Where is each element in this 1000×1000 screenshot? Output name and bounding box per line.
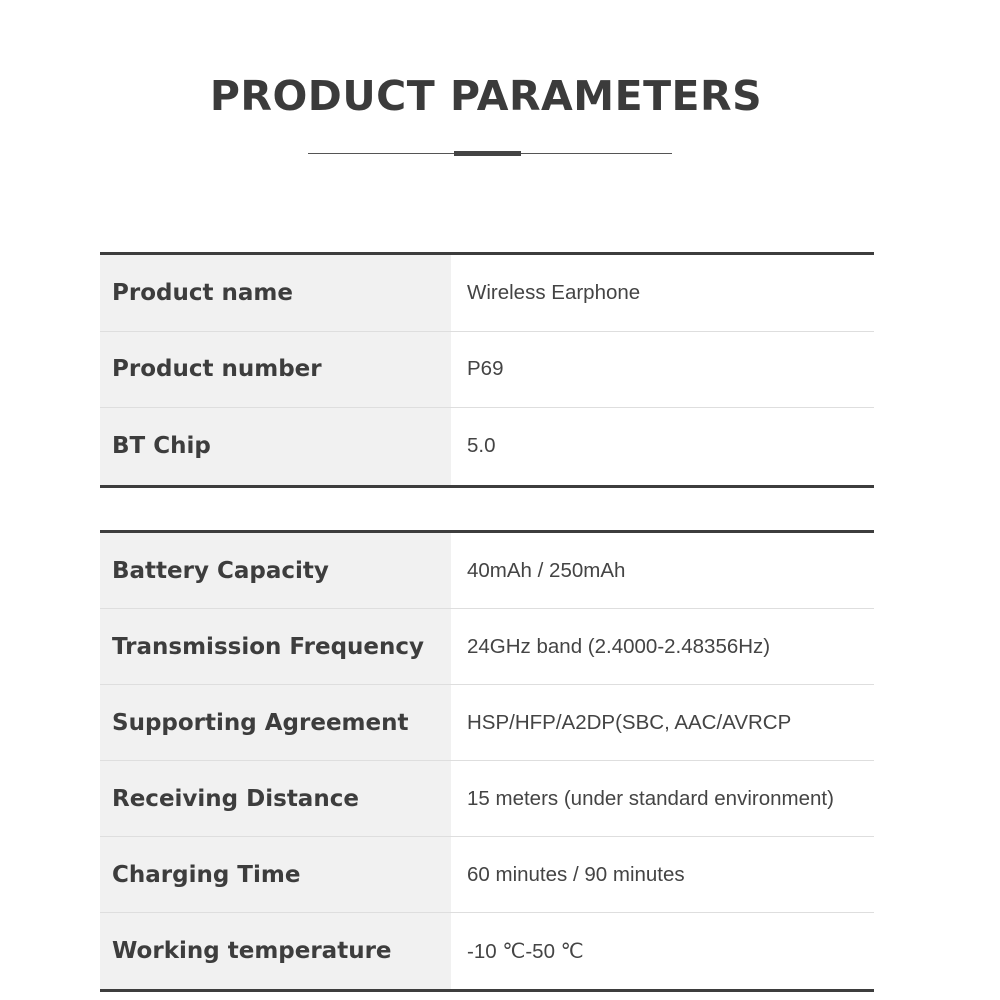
param-label: Working temperature <box>100 913 451 989</box>
param-label: Battery Capacity <box>100 533 451 608</box>
param-label: Supporting Agreement <box>100 685 451 760</box>
param-label: Receiving Distance <box>100 761 451 836</box>
param-label: BT Chip <box>100 408 451 485</box>
param-value: 5.0 <box>467 434 496 458</box>
param-value: Wireless Earphone <box>467 280 641 304</box>
table-row <box>100 913 874 989</box>
table-row <box>100 332 874 409</box>
title-divider-accent <box>454 151 521 156</box>
param-value: 60 minutes / 90 minutes <box>467 862 685 886</box>
parameters-table-basic <box>100 252 874 488</box>
table-row <box>100 685 874 761</box>
table-row <box>100 533 874 609</box>
param-label: Product number <box>100 332 451 408</box>
param-value: P69 <box>467 357 504 381</box>
param-label: Product name <box>100 255 451 331</box>
param-value: 24GHz band (2.4000-2.48356Hz) <box>467 634 771 658</box>
table-row <box>100 255 874 332</box>
page-title: PRODUCT PARAMETERS <box>209 72 763 120</box>
table-row <box>100 609 874 685</box>
param-label: Transmission Frequency <box>100 609 451 684</box>
param-value: 40mAh / 250mAh <box>467 558 626 582</box>
parameters-table-specs <box>100 530 874 992</box>
param-value: -10 ℃-50 ℃ <box>467 939 584 963</box>
table-row <box>100 408 874 485</box>
table-row <box>100 761 874 837</box>
param-value: HSP/HFP/A2DP(SBC, AAC/AVRCP <box>467 710 792 734</box>
param-value: 15 meters (under standard environment) <box>467 786 834 810</box>
table-row <box>100 837 874 913</box>
param-label: Charging Time <box>100 837 451 912</box>
